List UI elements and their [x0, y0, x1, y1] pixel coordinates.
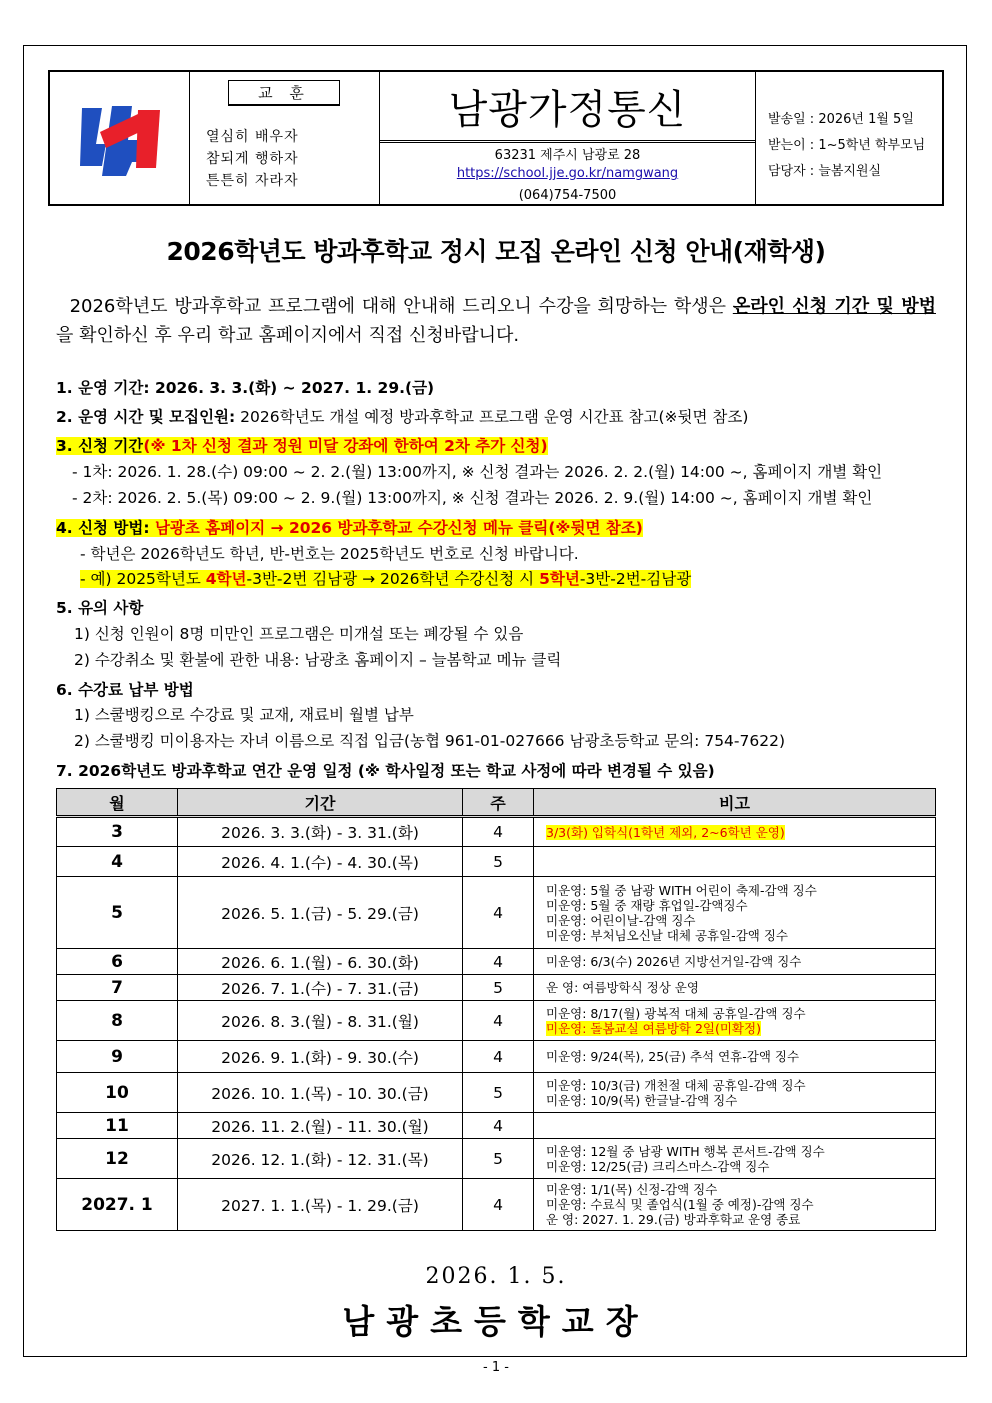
note-line: 미운영: 12월 중 남광 WITH 행복 콘서트-감액 징수 [546, 1143, 825, 1159]
table-row [57, 949, 936, 975]
newsletter-title: 남광가정통신 [448, 87, 687, 133]
recipient: 받는이 : 1~5학년 학부모님 [768, 138, 926, 153]
note-line: 미운영: 5월 중 재량 휴업일-감액징수 [546, 897, 748, 913]
intro-emphasis: 온라인 신청 기간 및 방법 [732, 296, 936, 317]
section-4-head: 4. 신청 방법: [56, 519, 155, 537]
notes-cell [534, 1113, 936, 1139]
motto-title: 교 훈 [228, 80, 340, 106]
send-date: 발송일 : 2026년 1월 5일 [768, 112, 914, 127]
school-address: 63231 제주시 남광로 28 [494, 148, 641, 163]
weeks-cell: 4 [463, 1041, 534, 1073]
month-cell: 2027. 1 [57, 1179, 178, 1231]
table-row [57, 817, 936, 847]
notes-cell [534, 1179, 936, 1231]
example-text: -3반-2번-김남광 [579, 570, 692, 588]
section-4-line: - 학년은 2026학년도 학년, 반-번호는 2025학년도 번호로 신청 바랍니다. [80, 545, 579, 563]
column-header: 주 [463, 789, 534, 817]
section-5-line: 2) 수강취소 및 환불에 관한 내용: 남광초 홈페이지 – 늘봄학교 메뉴 클릭 [74, 651, 562, 669]
intro-paragraph [56, 292, 936, 350]
note-line: 미운영: 5월 중 남광 WITH 어린이 축제-감액 징수 [546, 882, 817, 898]
period-cell: 2026. 12. 1.(화) - 12. 31.(목) [178, 1139, 463, 1179]
page-number: - 1 - [483, 1360, 509, 1375]
table-row [57, 975, 936, 1001]
section-7: 7. 2026학년도 방과후학교 연간 운영 일정 (※ 학사일정 또는 학교 사정에 따라 변경될 수 있음) [56, 762, 715, 780]
schedule-table [56, 788, 936, 1231]
section-4 [56, 516, 643, 538]
school-phone: (064)754-7500 [518, 188, 617, 203]
section-3 [56, 434, 548, 456]
column-header: 기간 [178, 789, 463, 817]
weeks-cell: 5 [463, 1139, 534, 1179]
weeks-cell: 4 [463, 1113, 534, 1139]
table-row [57, 1041, 936, 1073]
example-grade: 5학년 [539, 570, 580, 588]
note-line: 미운영: 어린이날-감액 징수 [546, 912, 696, 928]
meta-cell [756, 72, 942, 204]
note-line: 운 영: 2027. 1. 29.(금) 방과후학교 운영 종료 [546, 1212, 801, 1227]
note-line: 3/3(화) 입학식(1학년 제외, 2~6학년 운영) [546, 824, 785, 840]
weeks-cell: 5 [463, 1073, 534, 1113]
column-header: 월 [57, 789, 178, 817]
table-row [57, 1001, 936, 1041]
month-cell: 11 [57, 1113, 178, 1139]
note-line: 미운영: 수료식 및 졸업식(1월 중 예정)-감액 징수 [546, 1197, 814, 1212]
table-row [57, 1073, 936, 1113]
note-line: 미운영: 8/17(월) 광복적 대체 공휴일-감액 징수 [546, 1005, 806, 1021]
note-line: 미운영: 1/1(목) 신정-감액 징수 [546, 1182, 718, 1197]
notes-cell [534, 1139, 936, 1179]
month-cell: 6 [57, 949, 178, 975]
example-grade: 4학년 [205, 570, 247, 588]
notes-cell [534, 1001, 936, 1041]
intro-text: 2026학년도 방과후학교 프로그램에 대해 안내해 드리오니 수강을 희망하는 학생은 [69, 296, 733, 317]
motto-line: 열심히 배우자 [206, 129, 299, 145]
notes-cell [534, 1073, 936, 1113]
section-5-line: 1) 신청 인원이 8명 미만인 프로그램은 미개설 또는 폐강될 수 있음 [74, 625, 524, 643]
section-4-body: 남광초 홈페이지 → 2026 방과후학교 수강신청 메뉴 클릭(※뒷면 참조) [154, 519, 643, 537]
table-row [57, 1113, 936, 1139]
section-5: 5. 유의 사항 [56, 599, 144, 617]
school-website-link[interactable]: https://school.jje.go.kr/namgwang [456, 166, 679, 181]
weeks-cell: 4 [463, 877, 534, 949]
document-title: 2026학년도 방과후학교 정시 모집 온라인 신청 안내(재학생) [166, 237, 826, 266]
motto-cell [190, 72, 380, 204]
period-cell: 2026. 6. 1.(월) - 6. 30.(화) [178, 949, 463, 975]
period-cell: 2026. 4. 1.(수) - 4. 30.(목) [178, 847, 463, 877]
month-cell: 5 [57, 877, 178, 949]
motto-line: 참되게 행하자 [206, 151, 299, 167]
example-text: -3반-2번 김남광 → 2026학년 수강신청 시 [246, 570, 540, 588]
title-cell [380, 72, 756, 204]
notes-cell [534, 975, 936, 1001]
notes-cell [534, 949, 936, 975]
month-cell: 12 [57, 1139, 178, 1179]
logo-cell [50, 72, 190, 204]
table-row [57, 1179, 936, 1231]
section-3-note: (※ 1차 신청 결과 정원 미달 강좌에 한하여 2차 추가 신청) [143, 437, 548, 455]
period-cell: 2026. 3. 3.(화) - 3. 31.(화) [178, 817, 463, 847]
month-cell: 10 [57, 1073, 178, 1113]
weeks-cell: 5 [463, 847, 534, 877]
note-line: 미운영: 부처님오신날 대체 공휴일-감액 징수 [546, 927, 788, 943]
period-cell: 2026. 5. 1.(금) - 5. 29.(금) [178, 877, 463, 949]
period-cell: 2027. 1. 1.(목) - 1. 29.(금) [178, 1179, 463, 1231]
contact-person: 담당자 : 늘봄지원실 [768, 164, 882, 179]
column-header: 비고 [534, 789, 936, 817]
issue-date: 2026. 1. 5. [425, 1264, 567, 1289]
note-line: 미운영: 10/9(목) 한글날-감액 징수 [546, 1092, 738, 1108]
notes-cell [534, 817, 936, 847]
month-cell: 7 [57, 975, 178, 1001]
motto-line: 튼튼히 자라자 [206, 173, 299, 189]
section-2-body: 2026학년도 개설 예정 방과후학교 프로그램 운영 시간표 참고(※뒷면 참조) [235, 408, 749, 426]
title-divider [380, 140, 755, 143]
note-line: 운 영: 여름방학식 정상 운영 [546, 980, 699, 995]
period-cell: 2026. 7. 1.(수) - 7. 31.(금) [178, 975, 463, 1001]
section-6-line: 1) 스쿨뱅킹으로 수강료 및 교재, 재료비 월별 납부 [74, 706, 414, 724]
principal-signature: 남광초등학교장 [342, 1302, 650, 1341]
example-text: - 예) 2025학년도 [80, 570, 206, 588]
weeks-cell: 4 [463, 1001, 534, 1041]
period-cell: 2026. 9. 1.(화) - 9. 30.(수) [178, 1041, 463, 1073]
notes-cell [534, 847, 936, 877]
weeks-cell: 4 [463, 949, 534, 975]
table-row [57, 1139, 936, 1179]
weeks-cell: 4 [463, 1179, 534, 1231]
newsletter-header [48, 70, 944, 206]
note-line: 미운영: 6/3(수) 2026년 지방선거일-감액 징수 [546, 954, 802, 969]
table-header-row [57, 789, 936, 817]
section-2-head: 2. 운영 시간 및 모집인원: [56, 408, 236, 426]
section-1: 1. 운영 기간: 2026. 3. 3.(화) ~ 2027. 1. 29.(금) [56, 379, 435, 397]
month-cell: 3 [57, 817, 178, 847]
school-logo-icon [72, 104, 168, 178]
section-3-line: - 1차: 2026. 1. 28.(수) 09:00 ~ 2. 2.(월) 13:00까지, ※ 신청 결과는 2026. 2. 2.(월) 14:00 ~, 홈페이지 개별 확인 [72, 463, 883, 481]
section-3-head: 3. 신청 기간 [56, 437, 144, 455]
table-row [57, 877, 936, 949]
section-6-line: 2) 스쿨뱅킹 미이용자는 자녀 이름으로 직접 입금(농협 961-01-027666 남광초등학교 문의: 754-7622) [74, 732, 786, 750]
period-cell: 2026. 8. 3.(월) - 8. 31.(월) [178, 1001, 463, 1041]
section-3-line: - 2차: 2026. 2. 5.(목) 09:00 ~ 2. 9.(월) 13:00까지, ※ 신청 결과는 2026. 2. 9.(월) 14:00 ~, 홈페이지 개별 확인 [72, 489, 873, 507]
month-cell: 4 [57, 847, 178, 877]
note-line: 미운영: 10/3(금) 개천절 대체 공휴일-감액 징수 [546, 1077, 806, 1093]
note-line: 미운영: 12/25(금) 크리스마스-감액 징수 [546, 1158, 770, 1174]
notes-cell [534, 877, 936, 949]
table-row [57, 847, 936, 877]
period-cell: 2026. 10. 1.(목) - 10. 30.(금) [178, 1073, 463, 1113]
period-cell: 2026. 11. 2.(월) - 11. 30.(월) [178, 1113, 463, 1139]
month-cell: 9 [57, 1041, 178, 1073]
note-line: 미운영: 돌봄교실 여름방학 2일(미확정) [546, 1020, 761, 1036]
section-6: 6. 수강료 납부 방법 [56, 681, 194, 699]
notes-cell [534, 1041, 936, 1073]
intro-text: 을 확인하신 후 우리 학교 홈페이지에서 직접 신청바랍니다. [56, 325, 520, 346]
section-4-example [80, 567, 691, 589]
weeks-cell: 4 [463, 817, 534, 847]
section-2 [56, 405, 748, 427]
note-line: 미운영: 9/24(목), 25(금) 추석 연휴-감액 징수 [546, 1049, 800, 1064]
month-cell: 8 [57, 1001, 178, 1041]
weeks-cell: 5 [463, 975, 534, 1001]
